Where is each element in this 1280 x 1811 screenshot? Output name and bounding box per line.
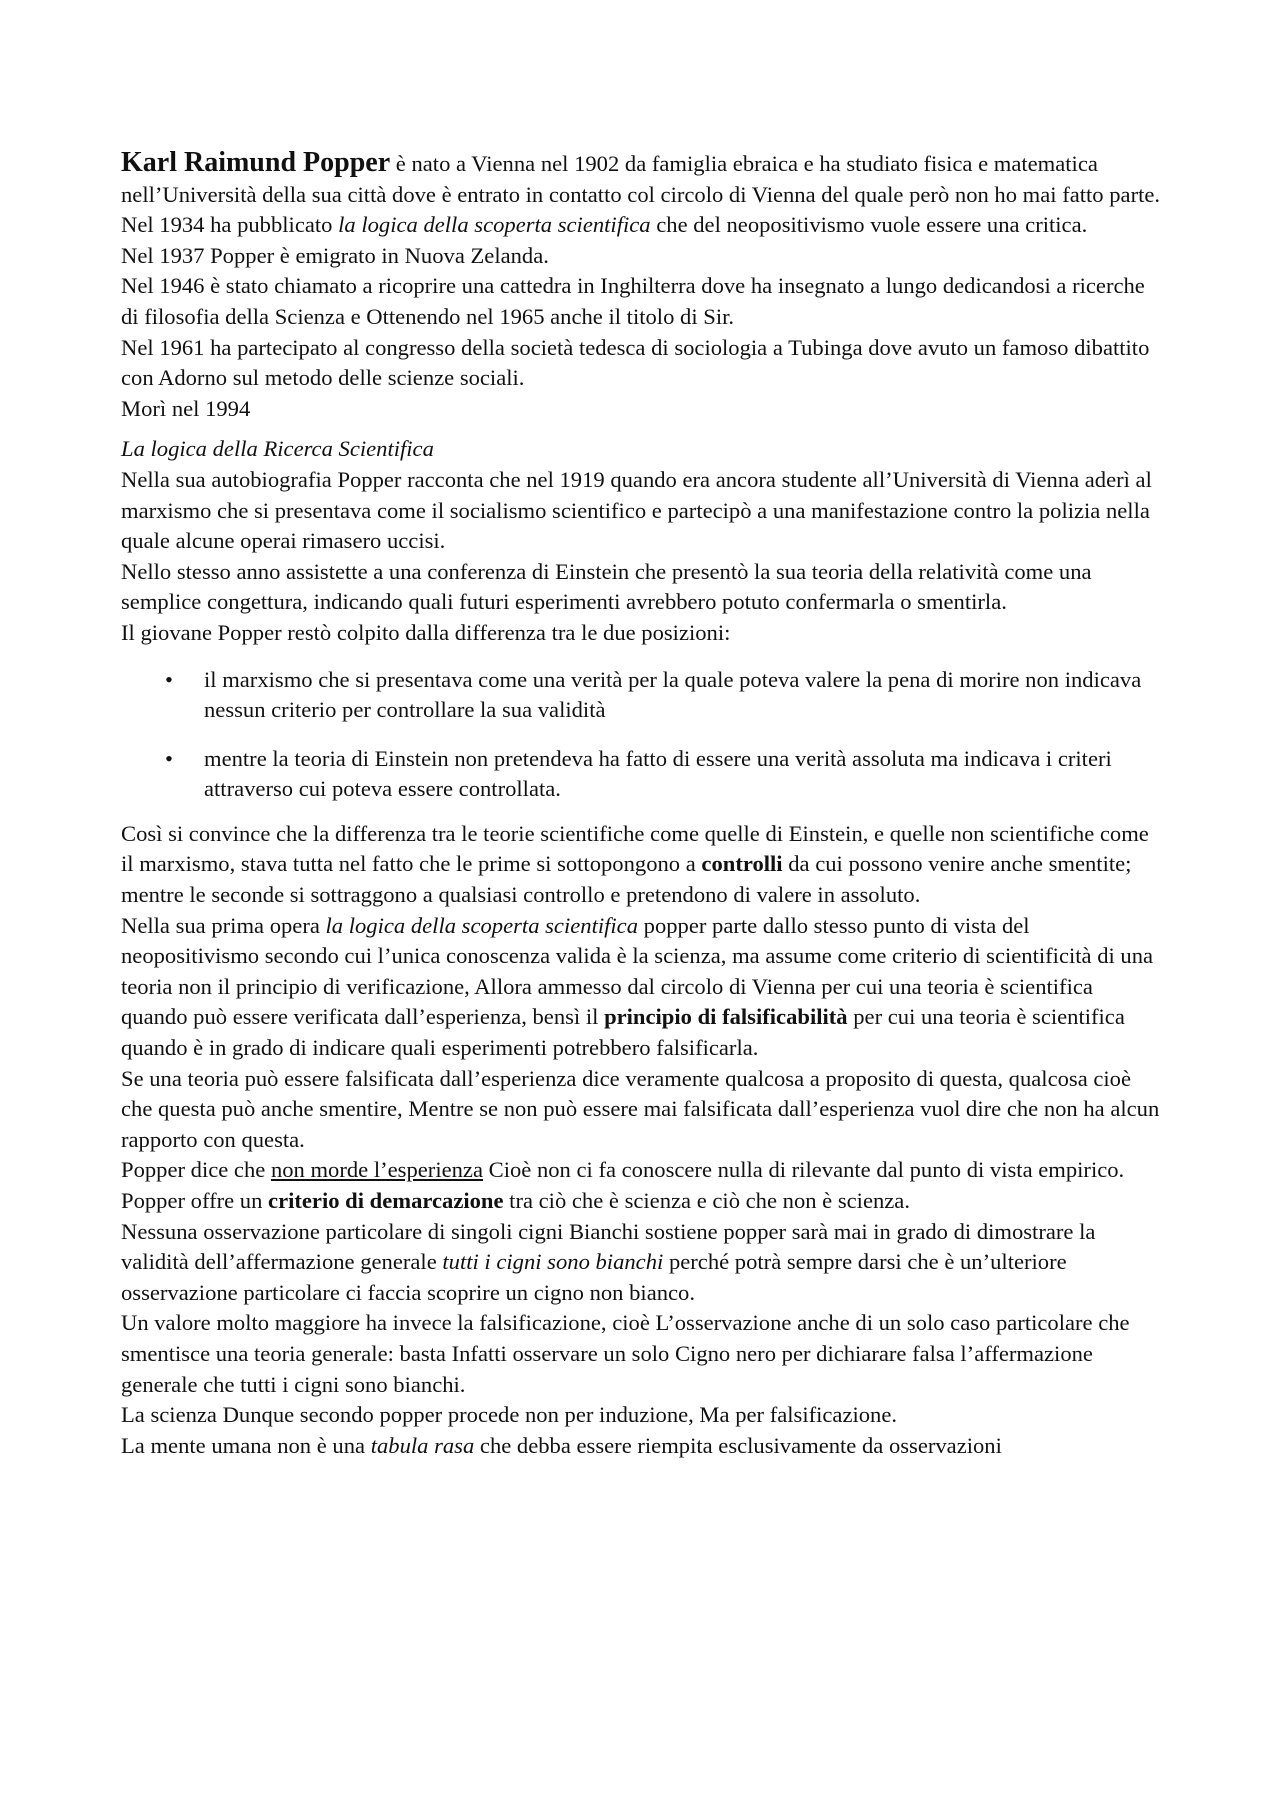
paragraph-autobiography: Nella sua autobiografia Popper racconta che nel 1919 quando era ancora studente all’Università di Vienna aderì al marxismo che si presentava come il socialismo scientifico e partecipò a una manifestazione contro la polizia nella quale alcune operai rimasero uccisi. [121, 466, 1152, 554]
paragraph-cigni-text-a: Nessuna osservazione particolare di singoli cigni Bianchi sostiene popper sarà mai in grado di dimostrare la validità dell’affermazione generale [121, 1218, 1096, 1275]
list-item [121, 744, 1161, 805]
paragraph-opera [121, 911, 1161, 1064]
intro-paragraph [121, 148, 1161, 210]
paragraph-1937: Nel 1937 Popper è emigrato in Nuova Zelanda. [121, 242, 549, 268]
bullet-marker: • [165, 745, 173, 771]
bullet-marker: • [165, 666, 173, 692]
bold-term-controlli: controlli [701, 851, 783, 877]
bold-term-demarcazione: criterio di demarcazione [268, 1188, 504, 1213]
paragraph-morde [121, 1155, 1161, 1186]
paragraph-1934-text-c: che del neopositivismo vuole essere una critica. [650, 212, 1088, 238]
paragraph-mente [121, 1431, 1161, 1462]
paragraph-giovane: Il giovane Popper restò colpito dalla differenza tra le due posizioni: [121, 619, 731, 645]
paragraph-opera-text-a: Nella sua prima opera [121, 912, 326, 938]
paragraph-se: Se una teoria può essere falsificata dall’esperienza dice veramente qualcosa a proposito di questa, qualcosa cioè che questa può anche smentire, Mentre se non può essere mai falsificata dall’esperienza vuol dire che non ha alcun rapporto con questa. [121, 1065, 1160, 1152]
paragraph-valore: Un valore molto maggiore ha invece la falsificazione, cioè L’osservazione anche di un solo caso particolare che smentisce una teoria generale: basta Infatti osservare un solo Cigno nero per dichiarare falsa l’affermazione generale che tutti i cigni sono bianchi. [121, 1310, 1130, 1397]
paragraph-1946: Nel 1946 è stato chiamato a ricoprire una cattedra in Inghilterra dove ha insegnato a lungo dedicandosi a ricerche di filosofia della Scienza e Ottenendo nel 1965 anche il titolo di Sir. [121, 273, 1145, 329]
section-title [121, 434, 1161, 465]
bullet-list [121, 665, 1161, 805]
paragraph-mente-text-a: La mente umana non è una [121, 1432, 371, 1458]
section-title-text: La logica della Ricerca Scientifica [121, 436, 434, 462]
paragraph-1934 [121, 210, 1161, 241]
paragraph-cigni-text-c: perché potrà sempre darsi che è un’ulteriore osservazione particolare ci faccia scoprire un cigno non bianco. [121, 1249, 1067, 1305]
paragraph-cosi [121, 819, 1161, 911]
underlined-phrase: non morde l’esperienza [270, 1157, 483, 1183]
paragraph-einstein: Nello stesso anno assistette a una conferenza di Einstein che presentò la sua teoria della relatività come una semplice congettura, indicando quali futuri esperimenti avrebbero potuto confermarla o smentirla. [121, 558, 1092, 615]
paragraph-morde-text-c: Cioè non ci fa conoscere nulla di rilevante dal punto di vista empirico. [482, 1157, 1125, 1183]
list-item [121, 665, 1161, 726]
paragraph-cosi-text-c: da cui possono venire anche smentite; mentre le seconde si sottraggono a qualsiasi controllo e pretendono di valere in assoluto. [121, 851, 1132, 908]
paragraph-criterio [121, 1186, 1161, 1217]
paragraph-opera-text-c: popper parte dallo stesso punto di vista del neopositivismo secondo cui l’unica conoscenza valida è la scienza, ma assume come criterio di scientificità di una teoria non il principio di verificazione, Allora ammesso dal circolo di Vienna per cui una teoria è scientifica quando può essere verificata dall’esperienza, bensì il [121, 912, 1154, 1030]
paragraph-1994: Morì nel 1994 [121, 395, 251, 421]
bold-term-falsificabilita: principio di falsificabilità [604, 1004, 848, 1030]
intro-text: è nato a Vienna nel 1902 da famiglia ebraica e ha studiato fisica e matematica nell’Università della sua città dove è entrato in contatto col circolo di Vienna del quale però non ho mai fatto parte. [121, 151, 1161, 207]
italic-phrase-tabula-rasa: tabula rasa [370, 1432, 475, 1458]
paragraph-opera-text-e: per cui una teoria è scientifica quando è in grado di indicare quali esperimenti potrebbero falsificarla. [121, 1004, 1125, 1061]
bullet-text: il marxismo che si presentava come una verità per la quale poteva valere la pena di morire non indicava nessun criterio per controllare la sua validità [204, 666, 1142, 723]
bullet-text: mentre la teoria di Einstein non pretendeva ha fatto di essere una verità assoluta ma indicava i criteri attraverso cui poteva essere controllata. [204, 745, 1112, 802]
paragraph-criterio-text-c: tra ciò che è scienza e ciò che non è scienza. [503, 1188, 910, 1213]
paragraph-1934-text-a: Nel 1934 ha pubblicato [121, 212, 339, 238]
author-name: Karl Raimund Popper [121, 147, 391, 178]
paragraph-mente-text-c: che debba essere riempita esclusivamente da osservazioni [474, 1432, 1002, 1458]
book-title-italic: la logica della scoperta scientifica [338, 212, 651, 238]
paragraph-cosi-text-a: Così si convince che la differenza tra le teorie scientifiche come quelle di Einstein, e quelle non scientifiche come il marxismo, stava tutta nel fatto che le prime si sottopongono a [121, 820, 1149, 877]
paragraph-1961: Nel 1961 ha partecipato al congresso della società tedesca di sociologia a Tubinga dove avuto un famoso dibattito con Adorno sul metodo delle scienze sociali. [121, 334, 1150, 391]
italic-phrase-cigni: tutti i cigni sono bianchi [442, 1249, 664, 1275]
book-title-italic: la logica della scoperta scientifica [325, 912, 638, 938]
paragraph-cigni [121, 1217, 1161, 1309]
paragraph-morde-text-a: Popper dice che [121, 1157, 271, 1183]
document-page [121, 148, 1161, 1461]
paragraph-criterio-text-a: Popper offre un [121, 1188, 269, 1213]
paragraph-scienza: La scienza Dunque secondo popper procede non per induzione, Ma per falsificazione. [121, 1402, 898, 1428]
